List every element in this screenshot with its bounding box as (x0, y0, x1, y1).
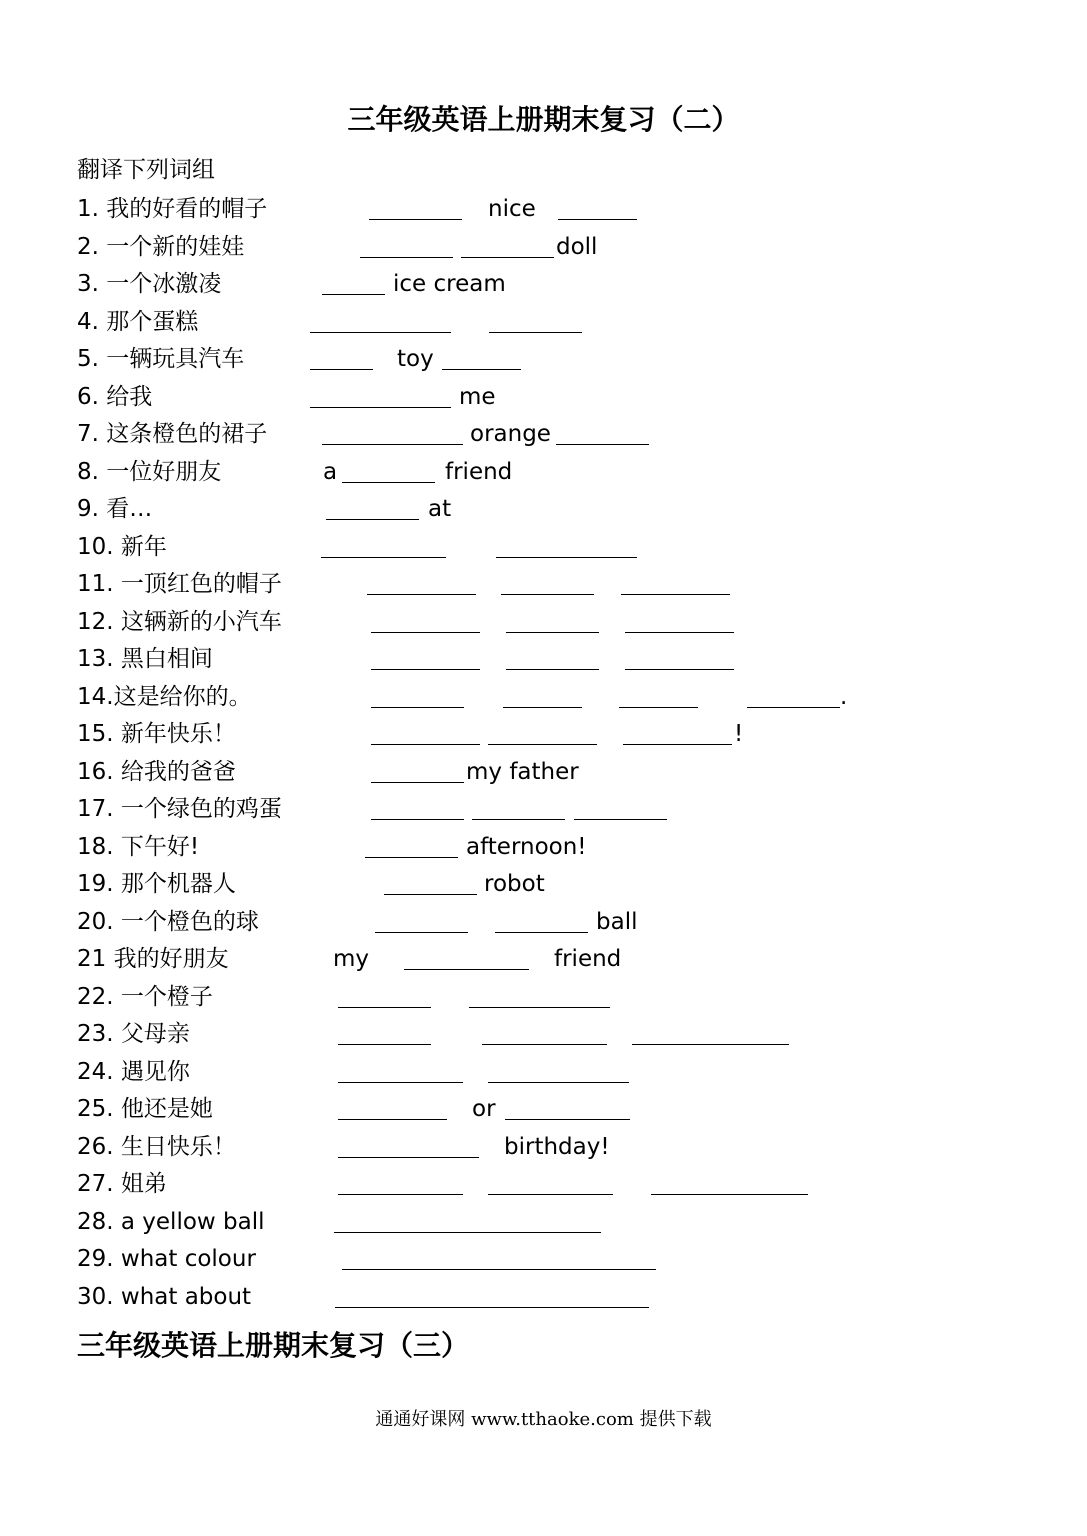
answer-blank[interactable] (556, 444, 649, 445)
given-word: doll (556, 233, 598, 260)
exercise-label: 19. 那个机器人 (77, 871, 236, 897)
answer-blank[interactable] (488, 744, 597, 745)
exercise-label: 18. 下午好! (77, 833, 200, 860)
answer-blank[interactable] (461, 257, 554, 258)
exercise-label: 4. 那个蛋糕 (77, 308, 199, 335)
given-word: toy (397, 346, 434, 372)
exercise-label: 14.这是给你的。 (77, 683, 252, 710)
given-word: ! (734, 721, 744, 747)
given-word: my (333, 946, 370, 972)
answer-blank[interactable] (335, 1307, 649, 1308)
answer-blank[interactable] (489, 332, 582, 333)
exercise-item (0, 492, 1087, 530)
given-word: at (428, 496, 452, 522)
exercise-item (0, 717, 1087, 755)
exercise-label: 25. 他还是她 (77, 1096, 213, 1122)
exercise-item (0, 455, 1087, 493)
answer-blank[interactable] (747, 707, 840, 708)
answer-blank[interactable] (574, 819, 667, 820)
exercise-item (0, 867, 1087, 905)
exercise-label: 12. 这辆新的小汽车 (77, 608, 282, 635)
exercise-item (0, 1092, 1087, 1130)
answer-blank[interactable] (338, 1157, 479, 1158)
answer-blank[interactable] (367, 594, 476, 595)
answer-blank[interactable] (505, 1119, 630, 1120)
exercise-label: 20. 一个橙色的球 (77, 908, 259, 935)
answer-blank[interactable] (625, 669, 734, 670)
answer-blank[interactable] (384, 894, 477, 895)
answer-blank[interactable] (501, 594, 594, 595)
answer-blank[interactable] (371, 632, 480, 633)
exercise-item (0, 1130, 1087, 1168)
answer-blank[interactable] (338, 1119, 447, 1120)
exercise-label: 2. 一个新的娃娃 (77, 233, 245, 260)
exercise-item (0, 680, 1087, 718)
exercise-label: 6. 给我 (77, 383, 153, 410)
exercise-item (0, 830, 1087, 868)
exercise-label: 22. 一个橙子 (77, 983, 213, 1010)
exercise-item (0, 1242, 1087, 1280)
answer-blank[interactable] (338, 1082, 463, 1083)
exercise-item (0, 230, 1087, 268)
answer-blank[interactable] (625, 632, 734, 633)
answer-blank[interactable] (488, 1082, 629, 1083)
given-word: afternoon! (466, 833, 587, 860)
exercise-item (0, 1017, 1087, 1055)
given-word: orange (470, 421, 551, 447)
exercise-label: 9. 看… (77, 496, 153, 522)
exercise-label: 21 我的好朋友 (77, 946, 229, 972)
given-word: friend (445, 458, 513, 485)
exercise-item (0, 342, 1087, 380)
exercise-item (0, 1280, 1087, 1318)
answer-blank[interactable] (310, 332, 451, 333)
answer-blank[interactable] (488, 1194, 613, 1195)
exercise-label: 1. 我的好看的帽子 (77, 196, 268, 222)
given-word: or (472, 1096, 496, 1122)
answer-blank[interactable] (342, 1269, 656, 1270)
answer-blank[interactable] (404, 969, 529, 970)
answer-blank[interactable] (371, 819, 464, 820)
answer-blank[interactable] (338, 1044, 431, 1045)
exercise-item (0, 905, 1087, 943)
answer-blank[interactable] (310, 369, 373, 370)
answer-blank[interactable] (558, 219, 637, 220)
exercise-item (0, 1055, 1087, 1093)
answer-blank[interactable] (472, 819, 565, 820)
exercise-label: 7. 这条橙色的裙子 (77, 421, 268, 447)
exercise-label: 16. 给我的爸爸 (77, 758, 236, 785)
given-word: friend (554, 946, 622, 972)
exercise-label: 13. 黑白相间 (77, 646, 213, 672)
exercise-item (0, 1167, 1087, 1205)
answer-blank[interactable] (371, 744, 480, 745)
given-word: robot (484, 871, 545, 897)
exercise-label: 3. 一个冰激凌 (77, 271, 222, 297)
exercise-item (0, 417, 1087, 455)
given-word: . (840, 683, 848, 710)
answer-blank[interactable] (619, 707, 698, 708)
exercise-label: 23. 父母亲 (77, 1021, 190, 1047)
exercise-label: 11. 一顶红色的帽子 (77, 571, 282, 597)
answer-blank[interactable] (322, 444, 463, 445)
exercise-item (0, 642, 1087, 680)
exercise-item (0, 380, 1087, 418)
answer-blank[interactable] (342, 482, 435, 483)
exercise-item (0, 192, 1087, 230)
answer-blank[interactable] (621, 594, 730, 595)
exercise-item (0, 755, 1087, 793)
answer-blank[interactable] (623, 744, 732, 745)
exercise-label: 26. 生日快乐！ (77, 1133, 236, 1160)
exercise-label: 17. 一个绿色的鸡蛋 (77, 796, 282, 822)
exercise-label: 8. 一位好朋友 (77, 458, 222, 485)
answer-blank[interactable] (326, 519, 419, 520)
answer-blank[interactable] (321, 557, 446, 558)
next-section-title: 三年级英语上册期末复习（三） (77, 1329, 470, 1362)
given-word: my father (466, 758, 579, 785)
exercise-item (0, 567, 1087, 605)
answer-blank[interactable] (651, 1194, 808, 1195)
exercise-item (0, 942, 1087, 980)
answer-blank[interactable] (506, 669, 599, 670)
given-word: birthday! (504, 1133, 610, 1160)
answer-blank[interactable] (469, 1007, 610, 1008)
answer-blank[interactable] (322, 294, 385, 295)
exercise-label: 30. what about (77, 1283, 252, 1310)
answer-blank[interactable] (365, 857, 458, 858)
exercise-label: 5. 一辆玩具汽车 (77, 346, 245, 372)
answer-blank[interactable] (310, 407, 451, 408)
footer: 通通好课网 www.tthaoke.com 提供下载 (375, 1409, 712, 1430)
exercise-label: 29. what colour (77, 1246, 256, 1272)
answer-blank[interactable] (334, 1232, 601, 1233)
given-word: nice (488, 196, 536, 222)
exercise-item (0, 605, 1087, 643)
exercise-label: 24. 遇见你 (77, 1058, 190, 1085)
instruction: 翻译下列词组 (77, 157, 215, 183)
exercise-label: 27. 姐弟 (77, 1171, 167, 1197)
exercise-item (0, 792, 1087, 830)
exercise-list (0, 192, 1087, 1317)
answer-blank[interactable] (369, 219, 462, 220)
exercise-item (0, 1205, 1087, 1243)
exercise-item (0, 305, 1087, 343)
answer-blank[interactable] (482, 1044, 607, 1045)
given-word: me (459, 383, 496, 410)
answer-blank[interactable] (375, 932, 468, 933)
exercise-item (0, 980, 1087, 1018)
answer-blank[interactable] (338, 1007, 431, 1008)
exercise-label: 28. a yellow ball (77, 1208, 265, 1235)
exercise-item (0, 530, 1087, 568)
page-title: 三年级英语上册期末复习（二） (347, 103, 740, 136)
given-word: ice cream (393, 271, 506, 297)
answer-blank[interactable] (442, 369, 521, 370)
answer-blank[interactable] (338, 1194, 463, 1195)
exercise-label: 10. 新年 (77, 533, 167, 560)
answer-blank[interactable] (495, 932, 588, 933)
answer-blank[interactable] (632, 1044, 789, 1045)
answer-blank[interactable] (371, 669, 480, 670)
answer-blank[interactable] (496, 557, 637, 558)
exercise-item (0, 267, 1087, 305)
answer-blank[interactable] (371, 707, 464, 708)
given-word: a (323, 458, 338, 485)
exercise-label: 15. 新年快乐！ (77, 721, 236, 747)
given-word: ball (596, 908, 638, 935)
answer-blank[interactable] (503, 707, 582, 708)
answer-blank[interactable] (371, 782, 464, 783)
answer-blank[interactable] (506, 632, 599, 633)
answer-blank[interactable] (360, 257, 453, 258)
